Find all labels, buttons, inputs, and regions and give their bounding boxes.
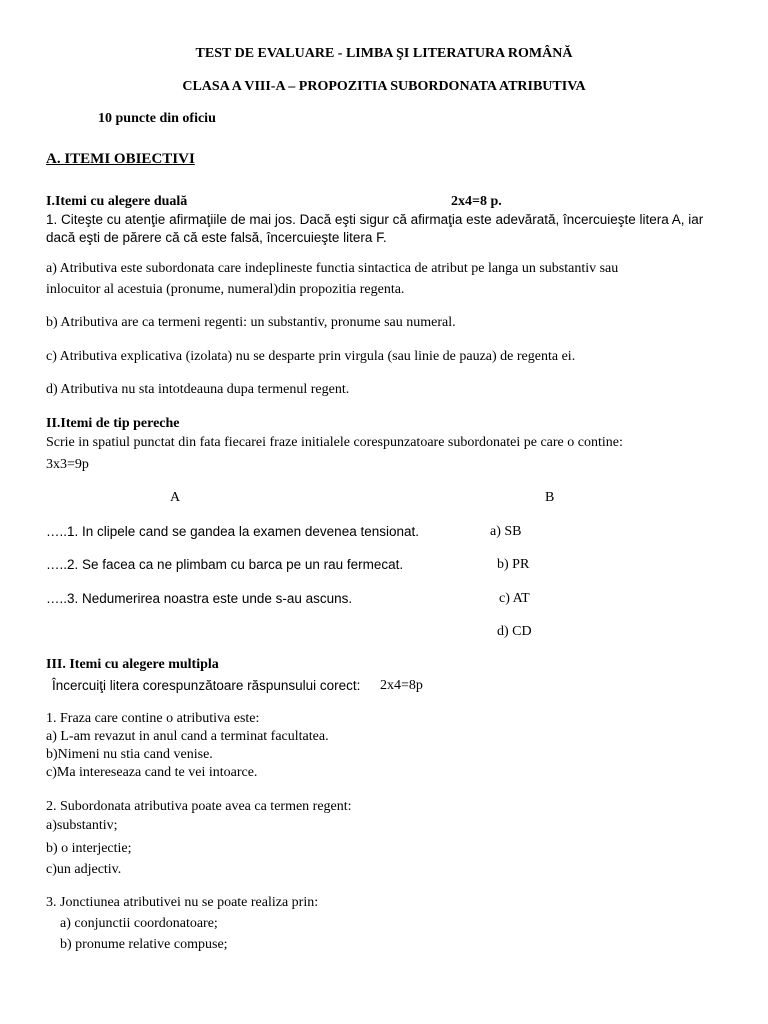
part3-score: 2x4=8p — [380, 678, 423, 693]
part1-instruction-line1: 1. Citeşte cu atenţie afirmaţiile de mai jos. Dacă eşti sigur că afirmaţia este adevărată, încercuieşte litera A, iar — [46, 212, 704, 227]
q2-option-c: c)un adjectiv. — [46, 862, 122, 877]
part1-score: 2x4=8 p. — [451, 194, 502, 209]
pair-right-c: c) AT — [499, 591, 530, 606]
part2-score: 3x3=9p — [46, 457, 89, 472]
section-a-heading: A. ITEMI OBIECTIVI — [46, 151, 195, 167]
q1-option-a: a) L-am revazut in anul cand a terminat facultatea. — [46, 729, 329, 744]
q2-option-b: b) o interjectie; — [46, 841, 132, 856]
q3-question: 3. Jonctiunea atributivei nu se poate realiza prin: — [46, 895, 319, 910]
pair-right-a: a) SB — [490, 524, 522, 539]
pair-left-3: …..3. Nedumerirea noastra este unde s-au ascuns. — [46, 591, 353, 606]
q2-question: 2. Subordonata atributiva poate avea ca termen regent: — [46, 799, 352, 814]
part2-instruction: Scrie in spatiul punctat din fata fiecarei fraze initialele corespunzatoare subordonatei pe care o contine: — [46, 435, 623, 450]
q1-question: 1. Fraza care contine o atributiva este: — [46, 711, 260, 726]
part3-title: III. Itemi cu alegere multipla — [46, 657, 219, 672]
statement-c: c) Atributiva explicativa (izolata) nu se desparte prin virgula (sau linie de pauza) de regenta ei. — [46, 349, 576, 364]
base-points: 10 puncte din oficiu — [98, 111, 216, 126]
q1-option-b: b)Nimeni nu stia cand venise. — [46, 747, 213, 762]
column-a-header: A — [170, 490, 181, 505]
pair-left-1: …..1. In clipele cand se gandea la examen devenea tensionat. — [46, 524, 420, 539]
statement-d: d) Atributiva nu sta intotdeauna dupa termenul regent. — [46, 382, 350, 397]
q1-option-c: c)Ma intereseaza cand te vei intoarce. — [46, 765, 258, 780]
column-b-header: B — [545, 490, 555, 505]
part1-instruction-line2: dacă eşti de părere că că este falsă, încercuieşte litera F. — [46, 230, 387, 245]
q3-option-b: b) pronume relative compuse; — [60, 937, 228, 952]
part3-instruction: Încercuiţi litera corespunzătoare răspunsului corect: — [52, 678, 361, 693]
page-title: TEST DE EVALUARE - LIMBA ŞI LITERATURA ROMÂNĂ — [195, 46, 573, 61]
part1-title: I.Itemi cu alegere duală — [46, 194, 188, 209]
q2-option-a: a)substantiv; — [46, 818, 118, 833]
part2-title: II.Itemi de tip pereche — [46, 416, 180, 431]
pair-left-2: …..2. Se facea ca ne plimbam cu barca pe un rau fermecat. — [46, 557, 404, 572]
statement-a-line1: a) Atributiva este subordonata care indeplineste functia sintactica de atribut pe langa un substantiv sau — [46, 261, 619, 276]
statement-a-line2: inlocuitor al acestuia (pronume, numeral)din propozitia regenta. — [46, 282, 405, 297]
page-subtitle: CLASA A VIII-A – PROPOZITIA SUBORDONATA ATRIBUTIVA — [182, 79, 586, 94]
pair-right-d: d) CD — [497, 624, 532, 639]
pair-right-b: b) PR — [497, 557, 530, 572]
q3-option-a: a) conjunctii coordonatoare; — [60, 916, 218, 931]
statement-b: b) Atributiva are ca termeni regenti: un substantiv, pronume sau numeral. — [46, 315, 456, 330]
